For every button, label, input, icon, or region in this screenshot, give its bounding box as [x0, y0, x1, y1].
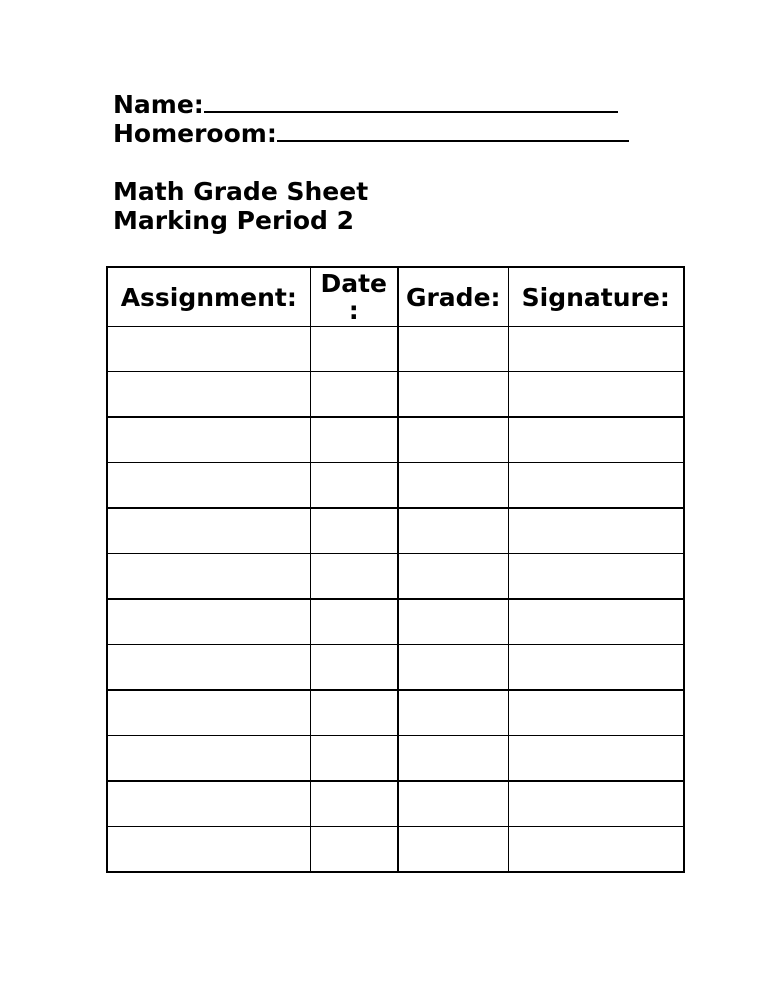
grade-table — [106, 266, 685, 873]
name-blank-line[interactable] — [204, 91, 618, 113]
assignment-cell[interactable] — [107, 827, 310, 873]
date-cell[interactable] — [310, 736, 398, 782]
date-cell[interactable] — [310, 690, 398, 736]
grade-cell[interactable] — [398, 827, 508, 873]
assignment-cell[interactable] — [107, 327, 310, 372]
grade-cell[interactable] — [398, 463, 508, 509]
signature-cell[interactable] — [508, 781, 684, 827]
column-header-assignment: Assignment: — [107, 267, 310, 327]
column-header-date-text: Date : — [320, 269, 388, 325]
table-row — [107, 372, 684, 418]
signature-cell[interactable] — [508, 736, 684, 782]
date-cell[interactable] — [310, 781, 398, 827]
grade-cell[interactable] — [398, 372, 508, 418]
grade-cell[interactable] — [398, 508, 508, 554]
sheet-subtitle: Marking Period 2 — [113, 206, 355, 235]
assignment-cell[interactable] — [107, 463, 310, 509]
assignment-cell[interactable] — [107, 599, 310, 645]
signature-cell[interactable] — [508, 417, 684, 463]
signature-cell[interactable] — [508, 690, 684, 736]
homeroom-field[interactable] — [113, 119, 629, 148]
grade-cell[interactable] — [398, 327, 508, 372]
sheet-title: Math Grade Sheet — [113, 177, 369, 206]
column-header-date — [310, 267, 398, 327]
assignment-cell[interactable] — [107, 417, 310, 463]
table-row — [107, 827, 684, 873]
table-header-row — [107, 267, 684, 327]
date-cell[interactable] — [310, 599, 398, 645]
grade-cell[interactable] — [398, 781, 508, 827]
date-cell[interactable] — [310, 554, 398, 600]
grade-cell[interactable] — [398, 554, 508, 600]
date-cell[interactable] — [310, 463, 398, 509]
signature-cell[interactable] — [508, 554, 684, 600]
signature-cell[interactable] — [508, 645, 684, 691]
grade-cell[interactable] — [398, 645, 508, 691]
grade-cell[interactable] — [398, 417, 508, 463]
assignment-cell[interactable] — [107, 781, 310, 827]
date-cell[interactable] — [310, 417, 398, 463]
date-cell[interactable] — [310, 327, 398, 372]
date-cell[interactable] — [310, 508, 398, 554]
assignment-cell[interactable] — [107, 372, 310, 418]
assignment-cell[interactable] — [107, 508, 310, 554]
table-row — [107, 463, 684, 509]
date-cell[interactable] — [310, 827, 398, 873]
grade-cell[interactable] — [398, 736, 508, 782]
signature-cell[interactable] — [508, 827, 684, 873]
signature-cell[interactable] — [508, 327, 684, 372]
table-row — [107, 599, 684, 645]
grade-cell[interactable] — [398, 599, 508, 645]
name-field[interactable] — [113, 90, 618, 119]
table-row — [107, 417, 684, 463]
table-row — [107, 327, 684, 372]
name-label: Name: — [113, 90, 204, 119]
table-row — [107, 508, 684, 554]
date-cell[interactable] — [310, 645, 398, 691]
date-cell[interactable] — [310, 372, 398, 418]
signature-cell[interactable] — [508, 508, 684, 554]
homeroom-label: Homeroom: — [113, 119, 277, 148]
column-header-signature: Signature: — [508, 267, 684, 327]
table-row — [107, 645, 684, 691]
column-header-grade: Grade: — [398, 267, 508, 327]
signature-cell[interactable] — [508, 372, 684, 418]
table-row — [107, 736, 684, 782]
homeroom-blank-line[interactable] — [277, 120, 629, 142]
table-row — [107, 690, 684, 736]
signature-cell[interactable] — [508, 599, 684, 645]
table-row — [107, 781, 684, 827]
assignment-cell[interactable] — [107, 554, 310, 600]
grade-cell[interactable] — [398, 690, 508, 736]
assignment-cell[interactable] — [107, 690, 310, 736]
assignment-cell[interactable] — [107, 645, 310, 691]
table-row — [107, 554, 684, 600]
assignment-cell[interactable] — [107, 736, 310, 782]
signature-cell[interactable] — [508, 463, 684, 509]
